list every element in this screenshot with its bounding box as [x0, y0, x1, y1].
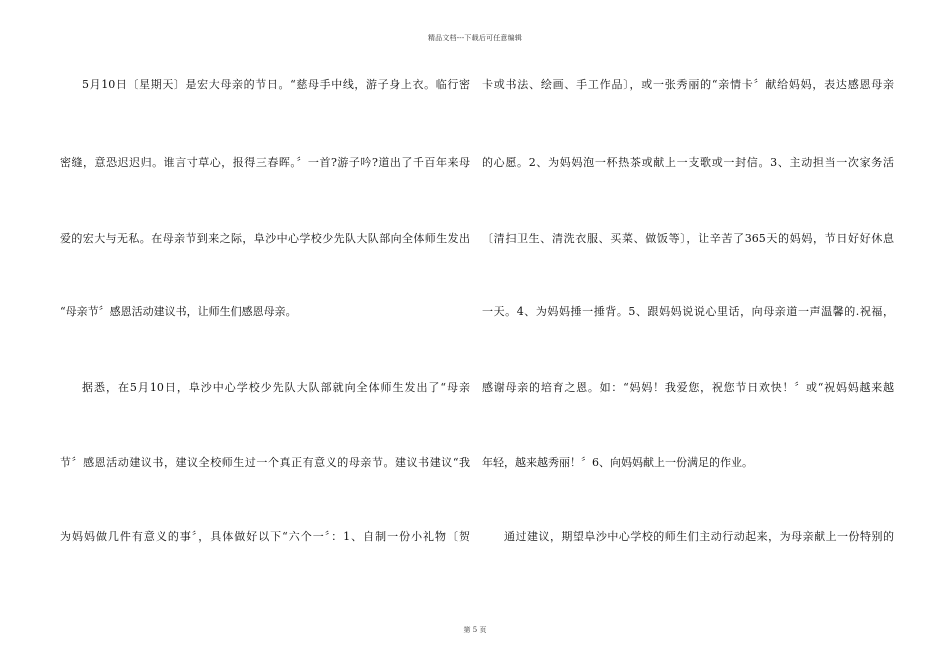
paragraph-1-line-1: 5月10日〔星期天〕是宏大母亲的节日。“慈母手中线，游子身上衣。临行密: [82, 78, 470, 91]
page-header: 精品文档---下载后可任意编辑: [427, 34, 523, 42]
paragraph-2-line-2: 节〞感恩活动建议书，建议全校师生过一个真正有意义的母亲节。建议书建议“我: [60, 456, 470, 469]
paragraph-3-line-1: 通过建议，期望阜沙中心学校的师生们主动行动起来，为母亲献上一份特别的: [504, 530, 894, 543]
paragraph-2-line-7: 一天。4、为妈妈捶一捶背。5、跟妈妈说说心里话，向母亲道一声温馨的.祝福，: [482, 305, 894, 318]
paragraph-2-line-1: 据悉，在5月10日，阜沙中心学校少先队大队部就向全体师生发出了“母亲: [82, 381, 470, 394]
paragraph-2-line-9: 年轻，越来越秀丽！〞6、向妈妈献上一份满足的作业。: [482, 456, 753, 469]
paragraph-1-line-2: 密缝，意恐迟迟归。谁言寸草心，报得三春晖。〞一首?游子吟?道出了千百年来母: [60, 156, 470, 169]
paragraph-2-line-5: 的心愿。2、为妈妈泡一杯热茶或献上一支歌或一封信。3、主动担当一次家务活: [482, 156, 894, 169]
paragraph-2-line-3: 为妈妈做几件有意义的事〞，具体做好以下“六个一〞：1、自制一份小礼物〔贺: [60, 530, 470, 543]
paragraph-2-line-4: 卡或书法、绘画、手工作品〕，或一张秀丽的“亲情卡〞献给妈妈，表达感恩母亲: [482, 78, 894, 91]
paragraph-1-line-3: 爱的宏大与无私。在母亲节到来之际，阜沙中心学校少先队大队部向全体师生发出: [60, 232, 470, 245]
paragraph-2-line-6: 〔清扫卫生、清洗衣服、买菜、做饭等〕，让辛苦了365天的妈妈，节日好好休息: [482, 232, 894, 245]
page-number: 第 5 页: [463, 626, 487, 634]
paragraph-1-line-4: “母亲节〞感恩活动建议书，让师生们感恩母亲。: [60, 305, 297, 318]
paragraph-2-line-8: 感谢母亲的培育之恩。如：“妈妈！我爱您，祝您节日欢快！〞或“祝妈妈越来越: [482, 381, 894, 394]
